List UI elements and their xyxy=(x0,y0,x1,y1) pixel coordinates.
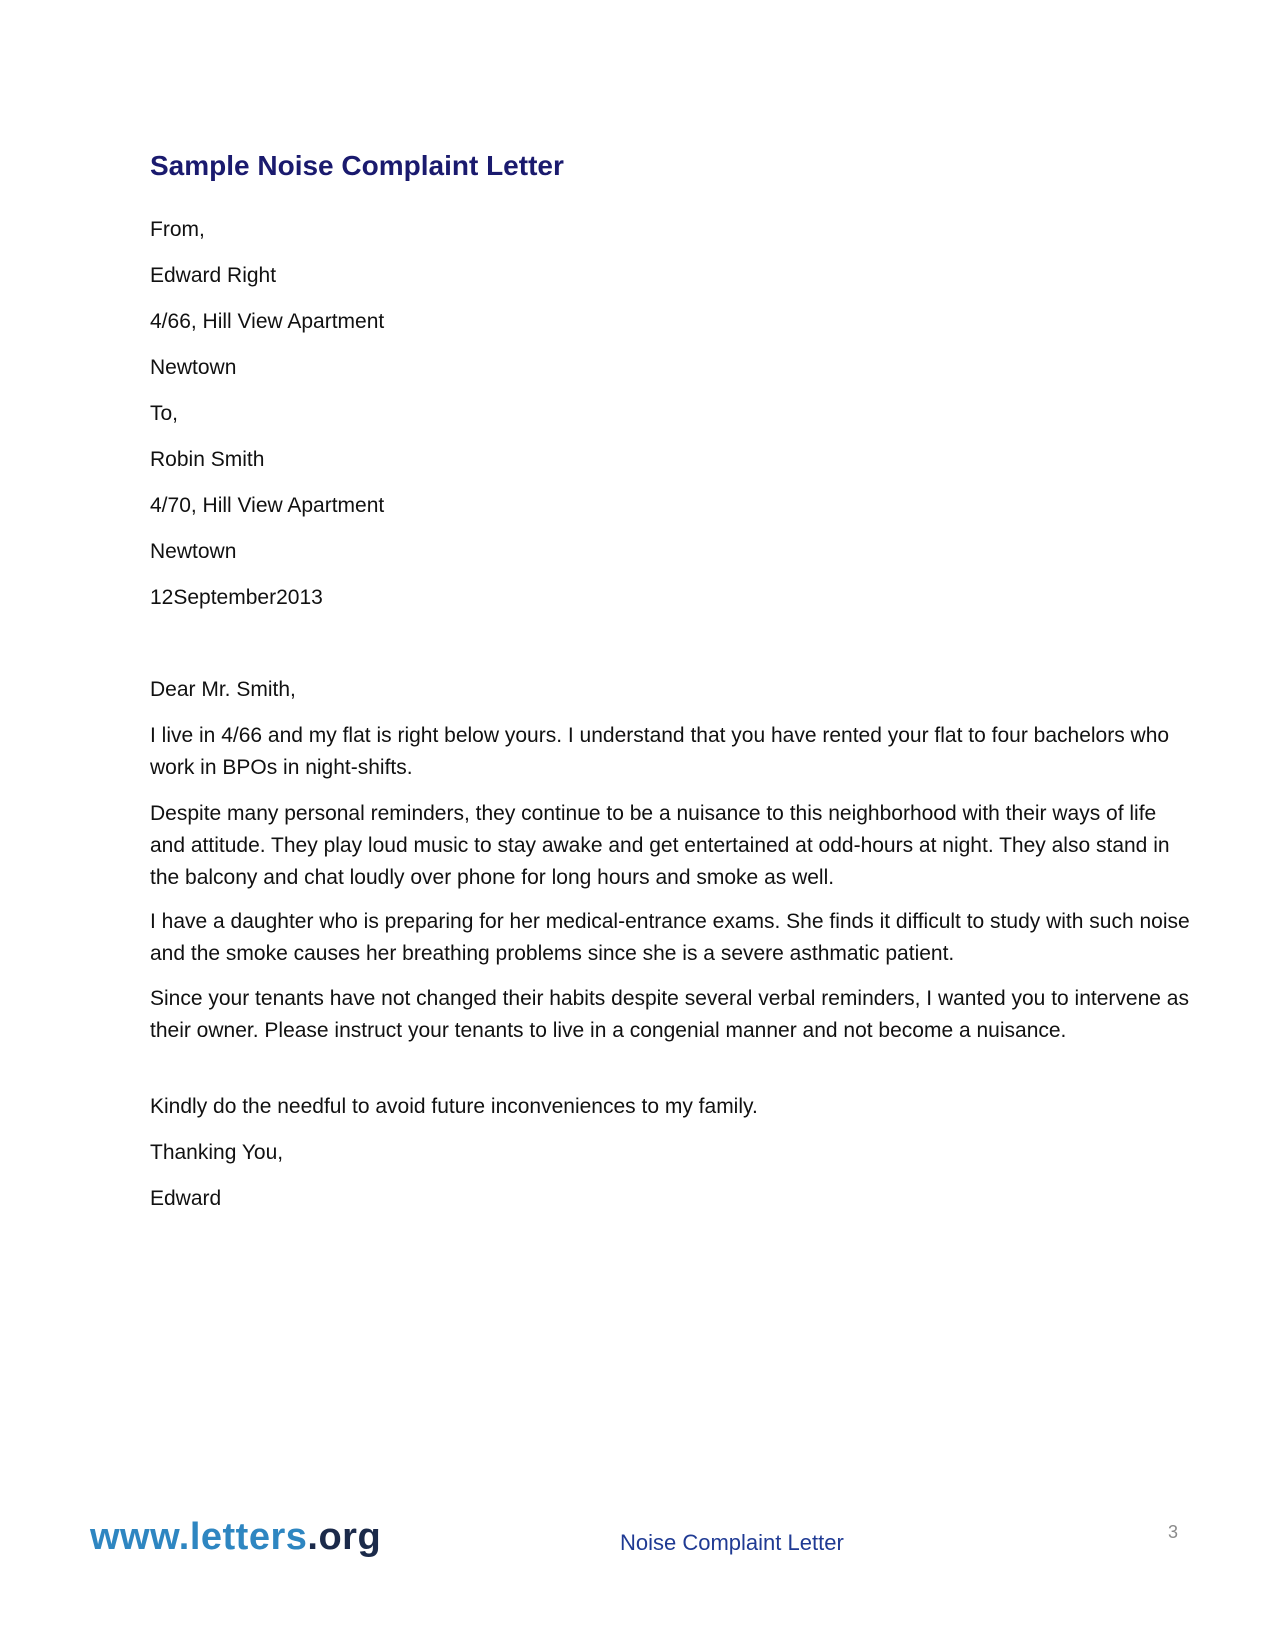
footer-doc-title: Noise Complaint Letter xyxy=(620,1530,844,1555)
recipient-name: Robin Smith xyxy=(150,448,265,471)
body-paragraph-1: I live in 4/66 and my flat is right below yours. I understand that you have rented your flat to four bachelors who work in BPOs in night-shifts. xyxy=(150,724,1170,779)
closing: Thanking You, xyxy=(150,1141,284,1164)
letter-date: 12September2013 xyxy=(150,586,323,609)
sender-name: Edward Right xyxy=(150,264,277,287)
logo-main-text: www.letters xyxy=(90,1516,308,1558)
to-label: To, xyxy=(150,402,179,425)
salutation: Dear Mr. Smith, xyxy=(150,678,296,701)
body-paragraph-2: Despite many personal reminders, they continue to be a nuisance to this neighborhood with their ways of life and attitude. They play loud music to stay awake and get entertained at odd-hours at night. They also stand in the balcony and chat loudly over phone for long hours and smoke as well. xyxy=(150,802,1170,889)
body-paragraph-4: Since your tenants have not changed their habits despite several verbal reminders, I wanted you to intervene as their owner. Please instruct your tenants to live in a congenial manner and not become a nuisance. xyxy=(150,987,1189,1042)
signature: Edward xyxy=(150,1187,222,1210)
sender-address: 4/66, Hill View Apartment xyxy=(150,310,385,333)
recipient-city: Newtown xyxy=(150,540,237,563)
sender-city: Newtown xyxy=(150,356,237,379)
from-label: From, xyxy=(150,218,205,241)
footer-logo[interactable] xyxy=(90,1516,381,1559)
body-paragraph-5: Kindly do the needful to avoid future inconveniences to my family. xyxy=(150,1095,758,1118)
page-number: 3 xyxy=(1168,1522,1179,1542)
body-paragraph-3: I have a daughter who is preparing for her medical-entrance exams. She finds it difficult to study with such noise and the smoke causes her breathing problems since she is a severe asthmatic patient. xyxy=(150,910,1190,965)
page-title: Sample Noise Complaint Letter xyxy=(150,150,564,181)
recipient-address: 4/70, Hill View Apartment xyxy=(150,494,385,517)
logo-tld-text: .org xyxy=(307,1516,382,1558)
